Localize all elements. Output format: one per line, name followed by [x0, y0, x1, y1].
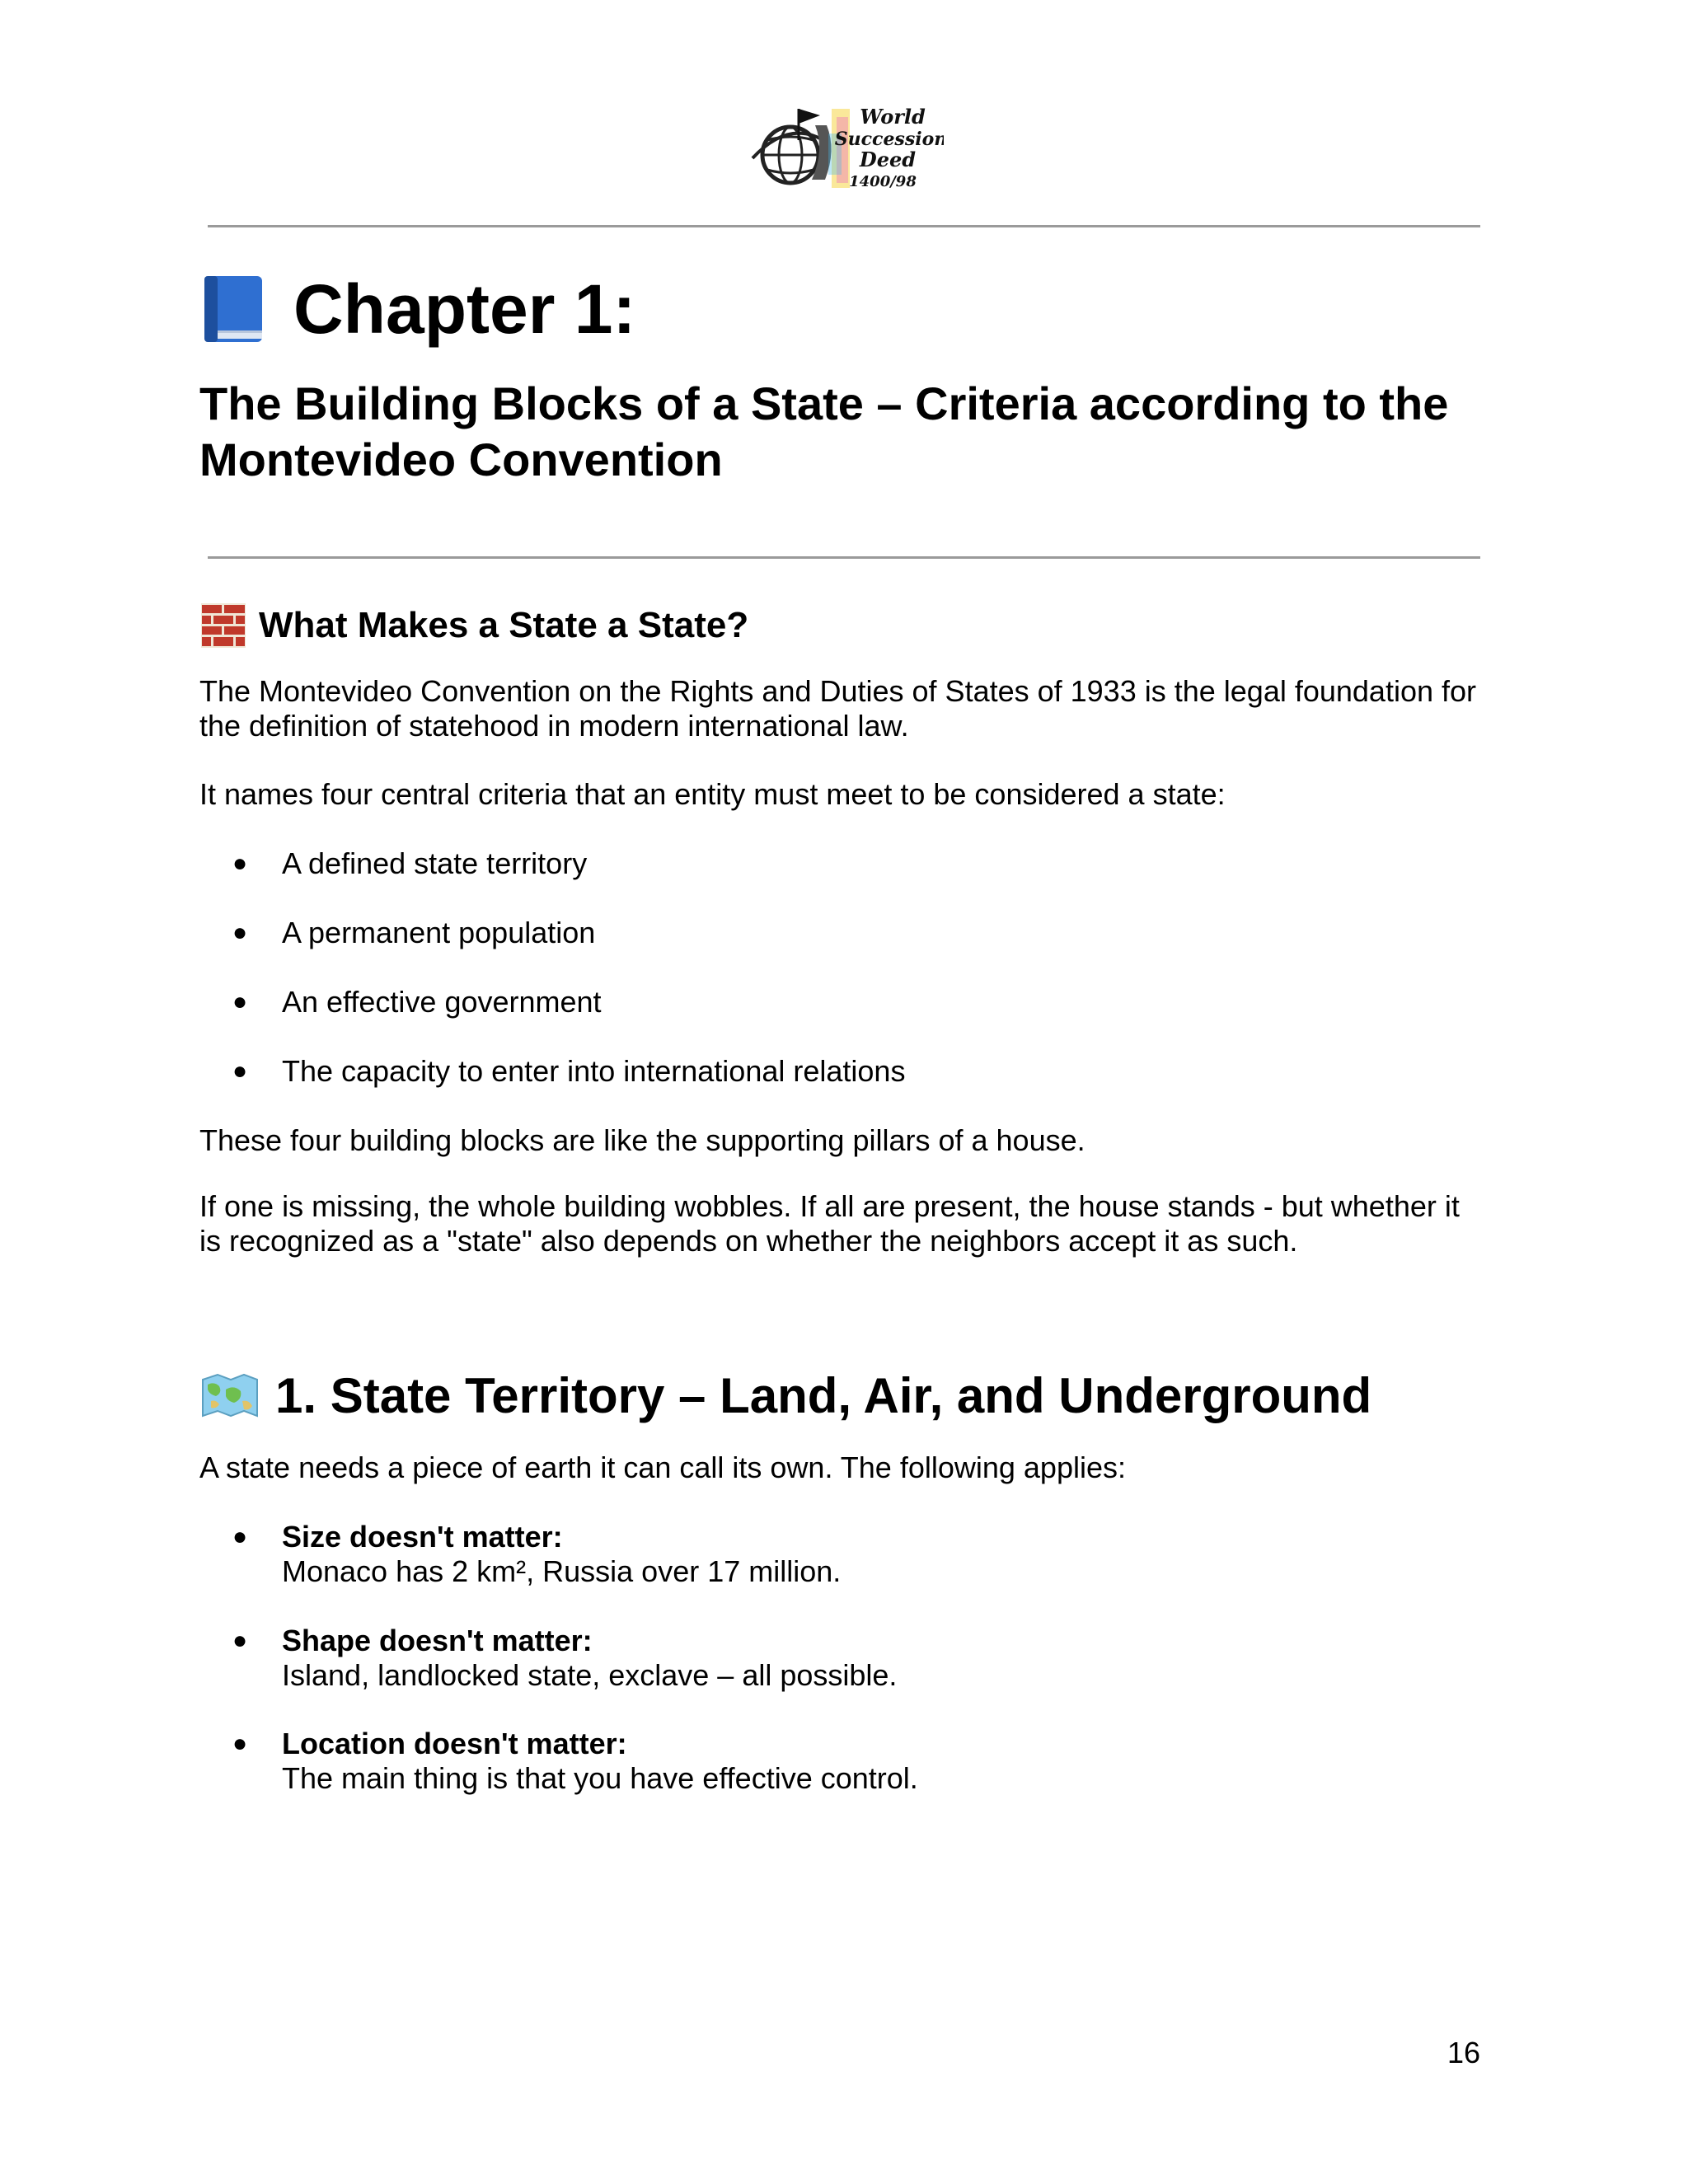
- world-map-icon: [201, 1373, 259, 1418]
- section-divider: [208, 556, 1480, 559]
- brick-icon: [201, 603, 246, 648]
- chapter-subtitle: The Building Blocks of a State – Criteria according to the Montevideo Convention: [199, 377, 1449, 485]
- bullet-icon: ●: [232, 1523, 248, 1550]
- list-item-title: Location doesn't matter:: [282, 1727, 627, 1760]
- bullet-icon: ●: [232, 1730, 248, 1757]
- bullet-icon: ●: [232, 988, 248, 1015]
- paragraph-pillars: These four building blocks are like the supporting pillars of a house.: [199, 1123, 1085, 1157]
- paragraph-four-criteria: It names four central criteria that an entity must meet to be considered a state:: [199, 777, 1226, 811]
- blue-book-icon: [201, 273, 265, 345]
- section-2-heading-text: 1. State Territory – Land, Air, and Underground: [275, 1367, 1372, 1423]
- page-number: 16: [1447, 2036, 1480, 2069]
- paragraph-recognition: If one is missing, the whole building wobbles. If all are present, the house stands - but whether it is recognized as a "state" also depends on whether the neighbors accept it as such.: [199, 1189, 1460, 1258]
- bullet-icon: ●: [232, 1627, 248, 1654]
- chapter-title: Chapter 1:: [293, 270, 636, 348]
- bullet-icon: ●: [232, 919, 248, 946]
- section-1-heading-text: What Makes a State a State?: [259, 605, 749, 645]
- bullet-icon: ●: [232, 1057, 248, 1085]
- world-succession-deed-logo: [746, 101, 944, 193]
- paragraph-territory-intro: A state needs a piece of earth it can call its own. The following applies:: [199, 1451, 1126, 1484]
- globe-flag-logo-icon: [746, 101, 944, 193]
- document-page: World Succession Deed 1400/98 Chapter 1: The Building Blocks of a State – Criteria according to the Montevideo Convention What Makes a State a State? The Montevideo Convention on the Rights and Duties of States of 1933 is the legal foundation for the definition of statehood in modern international law. It names four central criteria that an entity must meet to be considered a state: ● A defined state territory ● A permanent population ● An effective government ● The capacity to enter into international relations These four building blocks are like the supporting pillars of a house. If one is missing, the whole building wobbles. If all are present, the house stands - but whether it is recognized as a "state" also depends on whether the neighbors accept it as such. 1. State Territory – Land, Air, and Underground A state needs a piece of earth it can call its own. The following applies: ● Size doesn't matter: Monaco has 2 km², Russia over 17 million. ● Shape doesn't matter: Island, landlocked state, exclave – all possible. ● Location doesn't matter: The main thing is that you have effective control. 16: [0, 0, 1688, 2184]
- bullet-icon: ●: [232, 850, 248, 877]
- list-item-text: Island, landlocked state, exclave – all possible.: [282, 1658, 898, 1692]
- list-item-title: Shape doesn't matter:: [282, 1624, 593, 1657]
- logo-line-1: World: [860, 105, 926, 129]
- logo-line-4: 1400/98: [849, 173, 917, 190]
- list-item-text: Monaco has 2 km², Russia over 17 million.: [282, 1554, 842, 1588]
- list-item-title: Size doesn't matter:: [282, 1520, 563, 1554]
- list-item-text: The main thing is that you have effective control.: [282, 1761, 918, 1795]
- chapter-heading: [201, 264, 635, 354]
- section-heading-what-makes-a-state: [201, 599, 748, 652]
- logo-line-3: Deed: [859, 148, 917, 171]
- logo-line-2: Succession: [834, 129, 944, 150]
- paragraph-montevideo-intro: The Montevideo Convention on the Rights and Duties of States of 1933 is the legal foundation for the definition of statehood in modern international law.: [199, 674, 1477, 743]
- top-divider: [208, 225, 1480, 227]
- section-heading-state-territory: [201, 1360, 1372, 1431]
